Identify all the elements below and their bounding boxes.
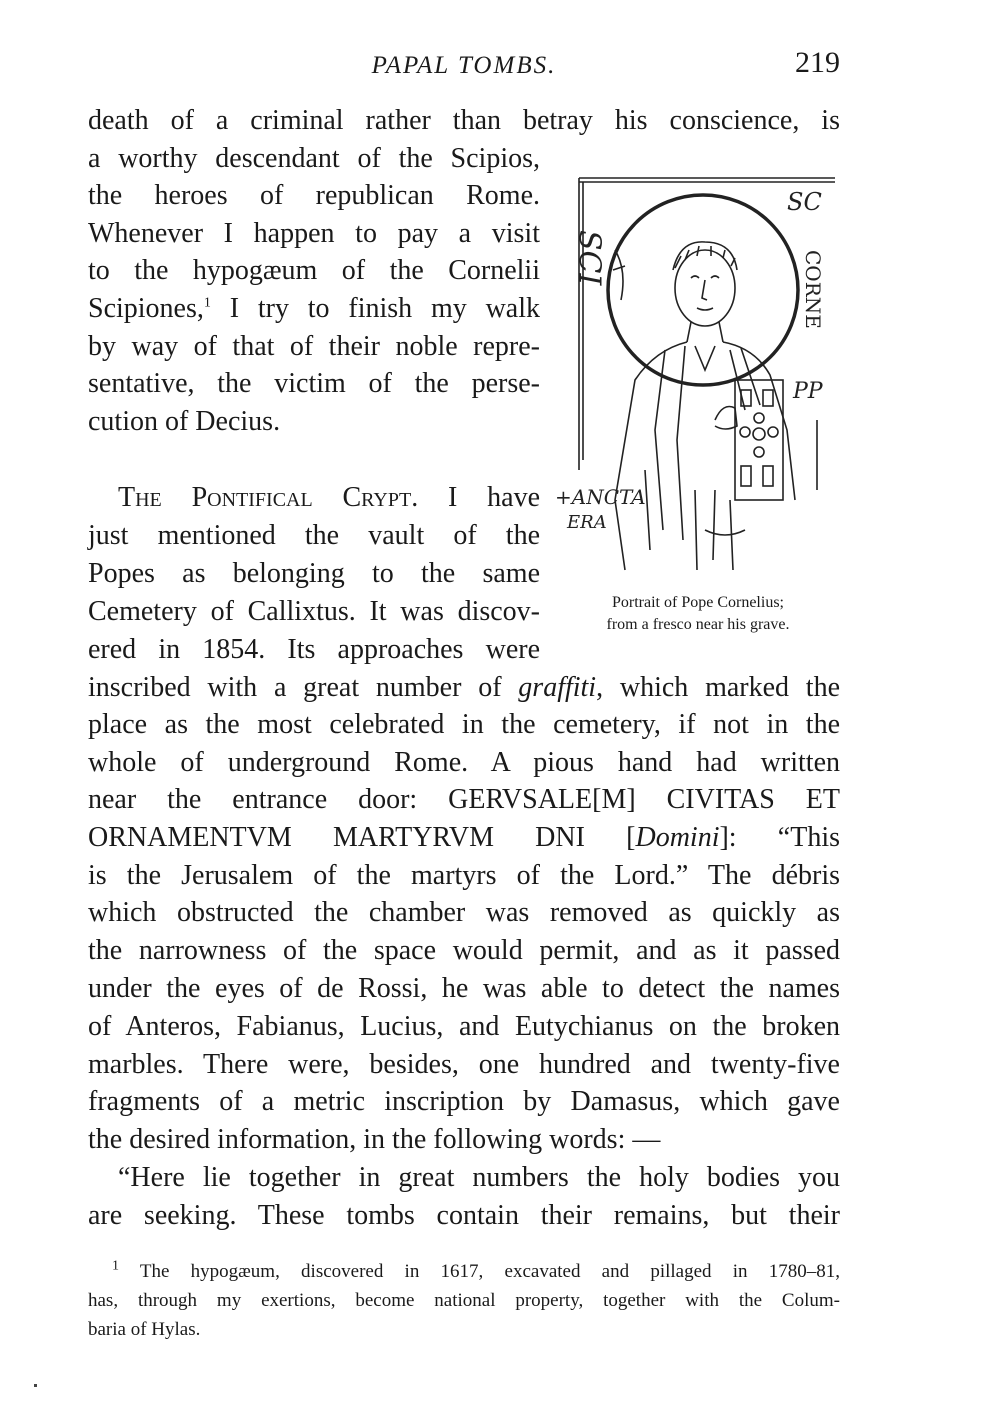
nose bbox=[702, 280, 707, 300]
footnote-line-3: baria of Hylas. bbox=[88, 1319, 201, 1340]
inscription-right-top: SC bbox=[787, 188, 822, 216]
section-heading: The Pontifical Crypt. bbox=[118, 482, 419, 513]
section-line-20: are seeking. These tombs contain their remains, but their bbox=[88, 1200, 840, 1231]
stray-ink-mark bbox=[34, 1384, 37, 1387]
book-jewel-1 bbox=[754, 413, 764, 423]
section-line-3: Popes as belonging to the same bbox=[88, 558, 540, 589]
section-line-6-start: inscribed with a great number of bbox=[88, 672, 519, 703]
head bbox=[675, 250, 735, 326]
book-ornament-3 bbox=[741, 466, 751, 486]
book-ornament-2 bbox=[763, 390, 773, 406]
footnote-reference: 1 bbox=[203, 295, 211, 311]
body-line-6-start: Scipiones, bbox=[88, 293, 204, 324]
book-jewel-5 bbox=[754, 447, 764, 457]
book-ornament-4 bbox=[763, 466, 773, 486]
section-line-6-end: , which marked the bbox=[596, 672, 841, 703]
page-header bbox=[88, 46, 840, 86]
section-line-10-end: ]: “This bbox=[719, 822, 841, 853]
body-line-9: cution of Decius. bbox=[88, 406, 281, 437]
robe-hem bbox=[705, 530, 745, 535]
inscription-left: SCI bbox=[571, 230, 607, 286]
hair bbox=[673, 242, 737, 270]
section-line-16: marbles. There were, besides, one hundred and twenty-five bbox=[88, 1049, 840, 1080]
inscription-bottom: +ANCTA bbox=[555, 485, 646, 509]
body-line-6 bbox=[88, 290, 540, 327]
neck bbox=[687, 322, 723, 342]
page-number: 219 bbox=[795, 46, 840, 79]
book-jewel-2 bbox=[740, 427, 750, 437]
section-line-5: ered in 1854. Its approaches were bbox=[88, 634, 540, 665]
robe-folds bbox=[645, 470, 733, 570]
section-line-6 bbox=[88, 669, 840, 706]
body-line-3: the heroes of republican Rome. bbox=[88, 180, 540, 211]
footnote-line-1 bbox=[88, 1258, 840, 1286]
section-line-8: whole of underground Rome. A pious hand had written bbox=[88, 747, 840, 778]
body-line-6-end: I try to finish my walk bbox=[210, 293, 540, 324]
section-line-1 bbox=[88, 479, 540, 516]
caption-line-1: Portrait of Pope Cornelius; bbox=[612, 594, 784, 611]
body-line-4: Whenever I happen to pay a visit bbox=[88, 218, 540, 249]
section-line-7: place as the most celebrated in the cemetery, if not in the bbox=[88, 709, 840, 740]
section-line-15: of Anteros, Fabianus, Lucius, and Eutychianus on the broken bbox=[88, 1011, 840, 1042]
section-line-12: which obstructed the chamber was removed as quickly as bbox=[88, 897, 840, 928]
figure-caption bbox=[548, 592, 848, 636]
inscription-bottom-2: ERA bbox=[567, 512, 607, 533]
section-line-17: fragments of a metric inscription by Damasus, which gave bbox=[88, 1086, 840, 1117]
book-jewel-3 bbox=[753, 428, 765, 440]
book-jewel-4 bbox=[768, 427, 778, 437]
section-line-13: the narrowness of the space would permit, and as it passed bbox=[88, 935, 840, 966]
section-line-2: just mentioned the vault of the bbox=[88, 520, 540, 551]
section-line-11: is the Jerusalem of the martyrs of the Lord.” The débris bbox=[88, 860, 840, 891]
caption-line-2: from a fresco near his grave. bbox=[606, 616, 790, 633]
graffiti-word: graffiti bbox=[518, 672, 597, 703]
body-line-5: to the hypogæum of the Cornelii bbox=[88, 255, 540, 286]
mouth bbox=[697, 308, 713, 310]
section-line-19: “Here lie together in great numbers the holy bodies you bbox=[118, 1162, 840, 1193]
collar bbox=[695, 346, 715, 370]
running-title: PAPAL TOMBS. bbox=[371, 52, 557, 79]
left-shoulder bbox=[615, 342, 687, 570]
footnote-line-2: has, through my exertions, become national property, together with the Colum- bbox=[88, 1290, 840, 1311]
body-line-1: death of a criminal rather than betray his conscience, is bbox=[88, 105, 840, 136]
section-line-1-text: I have bbox=[418, 482, 540, 513]
section-line-4: Cemetery of Callixtus. It was discov- bbox=[88, 596, 540, 627]
eyes bbox=[691, 276, 719, 278]
inscription-right-lower: PP bbox=[793, 379, 823, 404]
section-line-9: near the entrance door: GERVSALE[M] CIVITAS ET bbox=[88, 784, 840, 815]
domini-word: Domini bbox=[635, 822, 720, 853]
fresco-portrait-illustration bbox=[555, 170, 845, 590]
section-line-10 bbox=[88, 819, 840, 856]
section-line-18: the desired information, in the following words: — bbox=[88, 1124, 661, 1155]
hand bbox=[715, 407, 737, 430]
section-line-14: under the eyes of de Rossi, he was able to detect the names bbox=[88, 973, 840, 1004]
body-line-8: sentative, the victim of the perse- bbox=[88, 368, 540, 399]
body-line-2: a worthy descendant of the Scipios, bbox=[88, 143, 540, 174]
section-line-10-start: ORNAMENTVM MARTYRVM DNI [ bbox=[88, 822, 636, 853]
footnote-marker: 1 bbox=[112, 1258, 119, 1274]
body-line-7: by way of that of their noble repre- bbox=[88, 331, 540, 362]
inscription-right: CORNE bbox=[801, 250, 825, 329]
footnote-line-1-text: The hypogæum, discovered in 1617, excavated and pillaged in 1780–81, bbox=[119, 1261, 840, 1282]
